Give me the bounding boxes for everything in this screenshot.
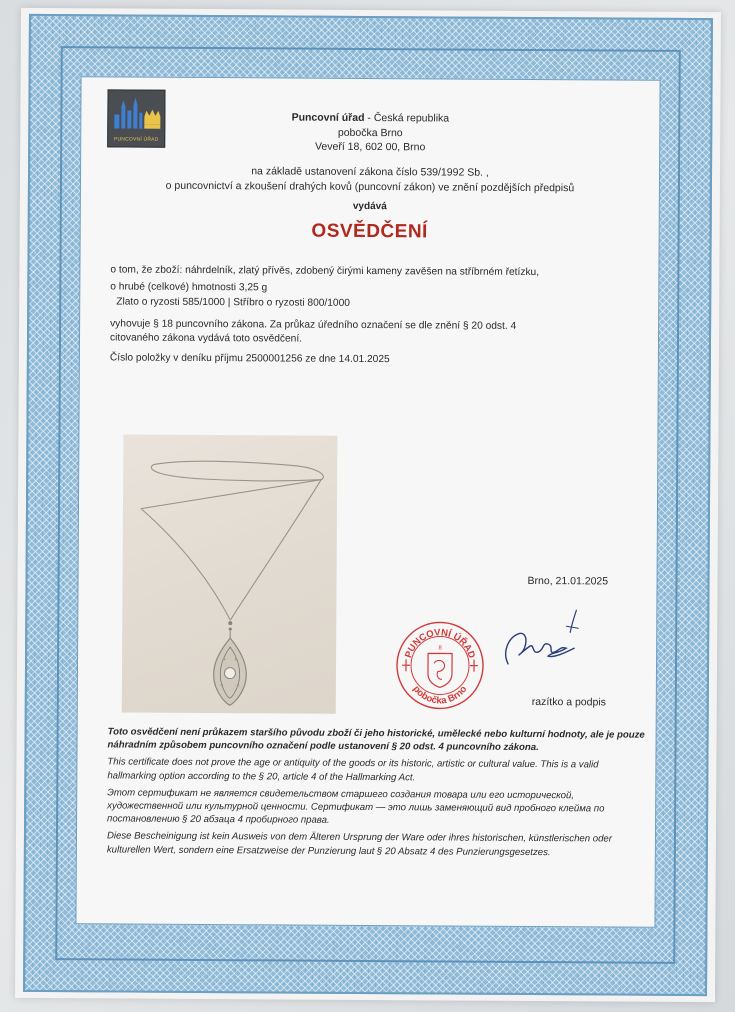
office-name: Puncovní úřad: [291, 111, 365, 124]
compliance-line2: citovaného zákona vydává toto osvědčení.: [109, 332, 303, 345]
official-stamp-seal: [394, 619, 487, 712]
official-stamp: [394, 619, 487, 716]
certificate-title: OSVĚDČENÍ: [311, 220, 428, 243]
place-and-date: Brno, 21.01.2025: [527, 574, 609, 588]
compliance-line1: vyhovuje § 18 puncovního zákona. Za průkaz úředního označení se dle znění § 20 odst. 4: [110, 317, 517, 332]
law-basis-line1: na základě ustanovení zákona číslo 539/1992 Sb. ,: [251, 165, 489, 179]
stamp-number: 8: [438, 645, 442, 652]
metal-fineness: Zlato o ryzosti 585/1000 | Stříbro o ryzosti 800/1000: [116, 296, 350, 309]
handwritten-signature: [494, 608, 594, 671]
stamp-and-signature-label: razítko a podpis: [531, 696, 606, 709]
entry-number: Číslo položky v deníku příjmu 2500001256 ze dne 14.01.2025: [109, 351, 390, 365]
office-header: [81, 109, 659, 156]
signature: [494, 608, 594, 675]
office-country: - Česká republika: [364, 111, 450, 125]
stamp-top-text: PUNCOVNÍ ÚŘAD: [403, 627, 478, 660]
disclaimer-en: This certificate does not prove the age or antiquity of the goods or its historic, artistic or cultural value. This is a valid hallmarking option according to the § 20, article 4 of the Hallmarking Act.: [107, 756, 599, 783]
certificate-details: [110, 261, 641, 369]
disclaimers: [107, 725, 646, 863]
disclaimer-ru: Этот сертификат не является свидетельством старшего создания товара или его исторической, художественной или культурной ценности. Сертификат — это лишь заменяющий вид пробного клейма по постановлению § 20 абзаца 4 пробирного права.: [107, 787, 605, 826]
disclaimer-cz: Toto osvědčení není průkazem staršího původu zboží či jeho historické, umělecké nebo kulturní hodnoty, ale je pouze náhradním způsobem puncovního označení podle ustanovení § 20 odst. 4 puncovního zákona.: [107, 726, 645, 754]
issues-label: vydává: [352, 200, 387, 213]
necklace-pendant-image: [122, 435, 338, 714]
law-basis: [81, 163, 659, 196]
stamp-bottom-text: pobočka Brno: [410, 683, 470, 707]
disclaimer-de: Diese Bescheinigung ist kein Ausweis von dem Älteren Ursprung der Ware oder ihres historischen, künstlerischen oder kulturellen Wert, sondern eine Ersatzweise der Punzierung laut § 20 Absatz 4 des Punzierungsgesetzes.: [106, 830, 612, 858]
certificate-paper: [15, 8, 721, 1002]
gross-weight: o hrubé (celkové) hmotnosti 3,25 g: [110, 281, 268, 294]
logo-text: PUNCOVNÍ ÚŘAD: [113, 136, 159, 143]
goods-description: o tom, že zboží: náhrdelník, zlatý přívěs, zdobený čirými kameny zavěšen na stříbrném řetízku,: [110, 264, 540, 279]
office-branch: pobočka Brno: [337, 126, 403, 139]
certificate-content: [75, 76, 660, 928]
item-photo: [122, 435, 338, 714]
law-basis-line2: o puncovnictví a zkoušení drahých kovů (puncovní zákon) ve znění pozdějších předpisů: [165, 179, 575, 194]
office-address: Veveří 18, 602 00, Brno: [314, 140, 426, 154]
